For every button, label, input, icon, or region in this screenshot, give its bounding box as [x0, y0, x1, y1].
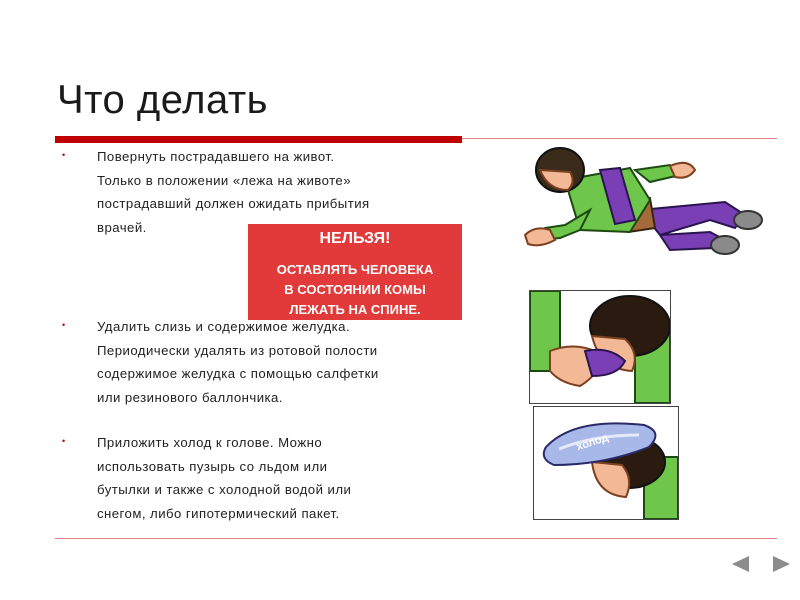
warning-box [248, 224, 462, 320]
arrow-left-icon[interactable] [732, 556, 749, 572]
cold-compress-illustration [533, 406, 679, 520]
bullet-dot: • [62, 320, 66, 330]
ice-pack-label: холод [575, 431, 610, 454]
title-underline-thick [55, 136, 462, 143]
arrow-right-icon[interactable] [773, 556, 790, 572]
warning-heading: НЕЛЬЗЯ! [319, 230, 391, 247]
bullet-dot: • [62, 436, 66, 446]
mouth-cleaning-illustration [529, 290, 671, 404]
slide-title: Что делать [57, 78, 269, 122]
recovery-position-illustration [520, 140, 785, 260]
bullet-dot: • [62, 150, 66, 160]
bullet-text: Удалить слизь и содержимое желудка. Периодически удалять из ротовой полости содержимое желудка с помощью салфетки или резинового баллончика. [97, 319, 379, 405]
warning-text: ОСТАВЛЯТЬ ЧЕЛОВЕКА В СОСТОЯНИИ КОМЫ ЛЕЖАТЬ НА СПИНЕ. [276, 262, 434, 317]
title-underline-thin [462, 138, 777, 139]
bullet-text: Приложить холод к голове. Можно использовать пузырь со льдом или бутылки и также с холодной водой или снегом, либо гипотермический пакет. [97, 435, 352, 521]
bullet-text: Повернуть пострадавшего на живот. Только в положении «лежа на животе» пострадавший должен ожидать прибытия врачей. [97, 149, 370, 235]
footer-rule [55, 538, 777, 539]
